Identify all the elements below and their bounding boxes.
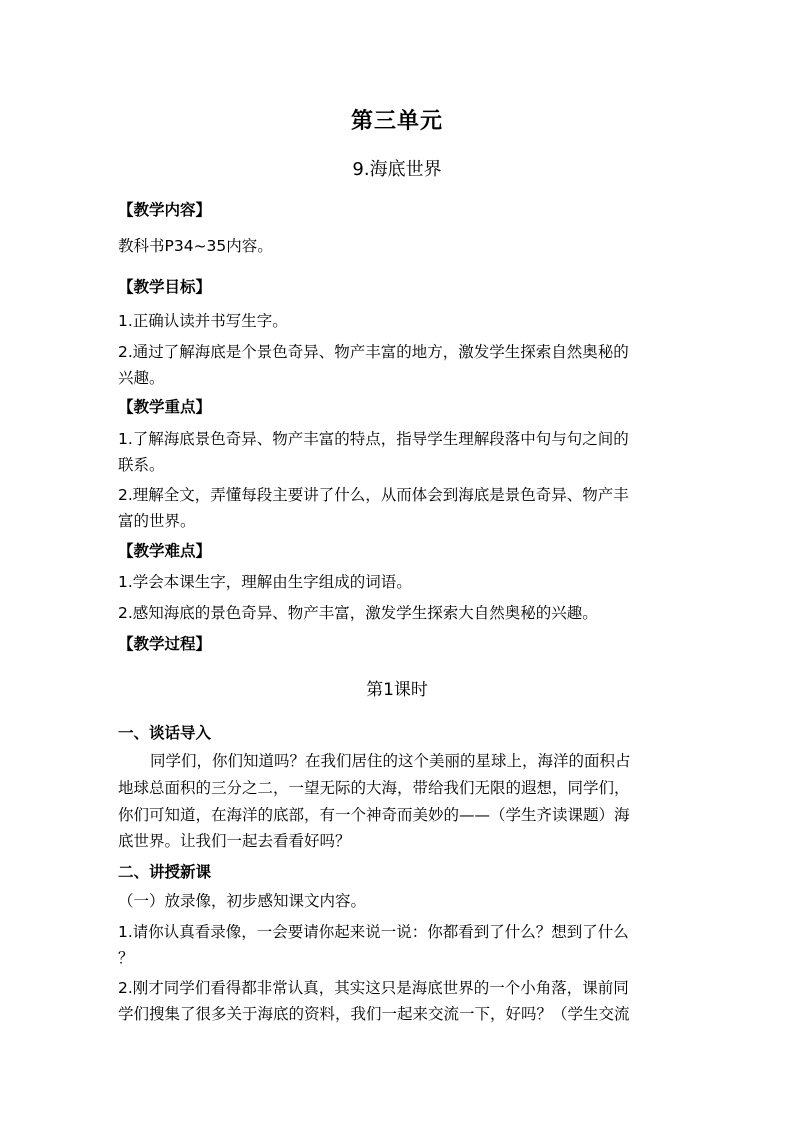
part2-line: ？ xyxy=(118,949,134,967)
key-point-line: 2.理解全文，弄懂每段主要讲了什么，从而体会到海底是景色奇异、物产丰 xyxy=(118,486,629,504)
content-heading: 【教学内容】 xyxy=(118,201,212,219)
part1-line: 地球总面积的三分之二，一望无际的大海，带给我们无限的遐想，同学们， xyxy=(118,779,630,797)
goals-heading: 【教学目标】 xyxy=(118,278,212,296)
part2-line: 2.刚才同学们看得都非常认真，其实这只是海底世界的一个小角落，课前同 xyxy=(118,979,629,997)
part2-line: 学们搜集了很多关于海底的资料，我们一起来交流一下，好吗？（学生交流 xyxy=(118,1005,630,1023)
key-point-line: 联系。 xyxy=(118,456,165,474)
difficult-point-line: 1.学会本课生字，理解由生字组成的词语。 xyxy=(118,573,412,591)
key-heading: 【教学重点】 xyxy=(118,398,212,416)
part2-heading: 二、讲授新课 xyxy=(118,863,212,881)
goal-line: 兴趣。 xyxy=(118,369,165,387)
key-point-line: 富的世界。 xyxy=(118,512,196,530)
part2-line: 1.请你认真看录像，一会要请你起来说一说：你都看到了什么？想到了什么 xyxy=(118,923,629,941)
part1-line: 底世界。让我们一起去看看好吗？ xyxy=(118,832,351,850)
difficult-point-line: 2.感知海底的景色奇异、物产丰富，激发学生探索大自然奥秘的兴趣。 xyxy=(118,604,598,622)
part1-line: 你们可知道，在海洋的底部，有一个神奇而美妙的——（学生齐读课题）海 xyxy=(118,806,630,824)
difficult-heading: 【教学难点】 xyxy=(118,542,212,560)
unit-title: 第三单元 xyxy=(350,109,443,134)
process-heading: 【教学过程】 xyxy=(118,635,212,653)
part2-line: （一）放录像，初步感知课文内容。 xyxy=(118,892,367,910)
key-point-line: 1.了解海底景色奇异、物产丰富的特点，指导学生理解段落中句与句之间的 xyxy=(118,430,629,448)
goal-line: 2.通过了解海底是个景色奇异、物产丰富的地方，激发学生探索自然奥秘的 xyxy=(118,343,629,361)
part1-line: 同学们，你们知道吗？在我们居住的这个美丽的星球上，海洋的面积占 xyxy=(150,752,631,770)
lesson-title: 9.海底世界 xyxy=(352,159,442,180)
content-text: 教科书P34~35内容。 xyxy=(118,237,273,255)
goal-line: 1.正确认读并书写生字。 xyxy=(118,312,288,330)
period-title: 第1课时 xyxy=(366,680,428,700)
part1-heading: 一、谈话导入 xyxy=(118,724,212,742)
